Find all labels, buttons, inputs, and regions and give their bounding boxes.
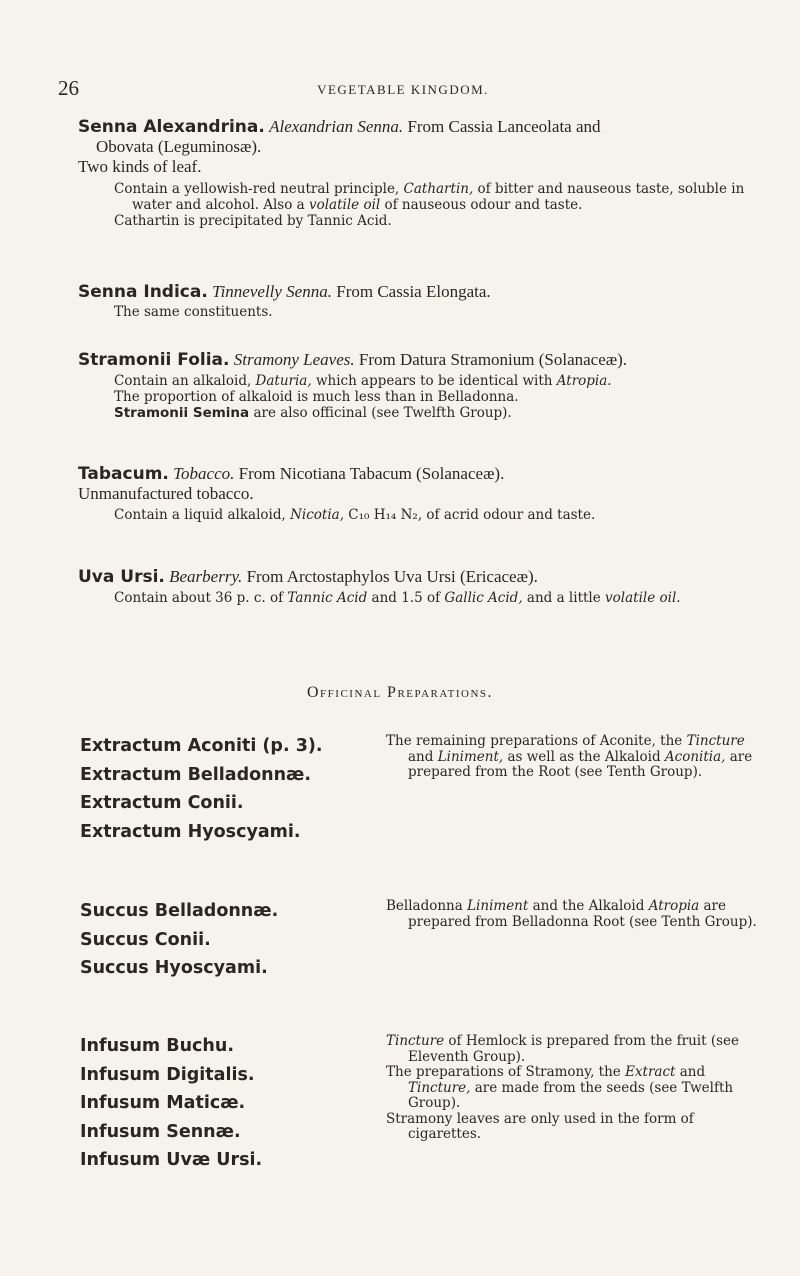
preparation-name: Extractum Conii. [80,793,244,813]
page-header [58,76,748,100]
constituents-paragraph: Contain a yellowish-red neutral principle, Cathartin, of bitter and nauseous taste, soluble in water and alcohol. Also a volatile oil of nauseous odour and taste. [114,181,745,213]
botanical-source: From Cassia Lanceolata and [407,117,601,136]
preparation-name: Extractum Belladonnæ. [80,764,312,785]
section-title: Officinal Preparations. [306,684,493,701]
group-note: Belladonna Liniment and the Alkaloid Atropia are prepared from Belladonna Root (see Tenth Group). [386,898,757,930]
common-name: Alexandrian Senna. [269,117,404,136]
preparation-name: Extractum Aconiti (p. 3). [80,736,323,756]
entry-uva-ursi [78,567,758,606]
running-title: VEGETABLE KINGDOM. [317,82,489,97]
entry-heading [78,567,758,587]
entry-stramonii-folia [78,350,758,421]
preparation-name: Succus Hyoscyami. [80,958,268,978]
entry-extra: Two kinds of leaf. [78,157,202,176]
constituents-paragraph: Contain a liquid alkaloid, Nicotia, C₁₀ H₁₄ N₂, of acrid odour and taste. [114,507,596,523]
preparation-list [80,1032,380,1175]
note-paragraph: The proportion of alkaloid is much less than in Belladonna. [114,389,519,405]
drug-name: Tabacum. [78,464,169,484]
entry-heading [78,282,758,302]
preparation-list [80,897,380,983]
botanical-source: From Cassia Elongata. [336,282,491,301]
common-name: Bearberry. [169,567,243,586]
drug-name: Senna Alexandrina. [78,117,265,137]
group-note: Tincture of Hemlock is prepared from the fruit (see Eleventh Group). The preparations of Stramony, the Extract and Tincture, are made from the seeds (see Twelfth Group). Stramony leaves are only used in the form of cigarettes. [386,1033,739,1142]
preparation-list [80,732,380,846]
entry-heading [78,350,758,370]
page-number: 26 [58,76,79,100]
preparation-group-infusum [80,1032,760,1182]
botanical-source: From Nicotiana Tabacum (Solanaceæ). [238,464,505,483]
constituents-paragraph: Contain about 36 p. c. of Tannic Acid and 1.5 of Gallic Acid, and a little volatile oil. [114,590,681,606]
entry-senna-indica [78,282,758,320]
common-name: Tinnevelly Senna. [212,282,332,301]
preparation-name: Succus Conii. [80,929,211,950]
constituents-paragraph: Contain an alkaloid, Daturia, which appears to be identical with Atropia. [114,373,612,389]
note-paragraph: Stramonii Semina are also officinal (see Twelfth Group). [114,405,512,421]
preparation-name: Infusum Buchu. [80,1036,234,1056]
entry-extra: Unmanufactured tobacco. [78,484,254,503]
botanical-source: From Datura Stramonium (Solanaceæ). [358,350,628,369]
botanical-source: From Arctostaphylos Uva Ursi (Ericaceæ). [246,567,538,586]
entry-tabacum [78,464,758,523]
preparation-group-succus [80,897,760,987]
common-name: Stramony Leaves. [233,350,355,369]
preparation-name: Infusum Digitalis. [80,1064,255,1085]
drug-name: Senna Indica. [78,282,208,302]
common-name: Tobacco. [173,464,235,483]
preparation-name: Infusum Sennæ. [80,1121,241,1142]
group-note: The remaining preparations of Aconite, the Tincture and Liniment, as well as the Alkaloid Aconitia, are prepared from the Root (see Tenth Group). [386,733,753,780]
constituents-paragraph: The same constituents. [114,304,273,320]
entry-heading [78,464,758,484]
preparation-name: Succus Belladonnæ. [80,901,279,921]
preparation-name: Extractum Hyoscyami. [80,821,301,842]
drug-name: Stramonii Folia. [78,350,230,370]
entry-senna-alexandrina [78,117,758,229]
preparation-name: Infusum Maticæ. [80,1093,246,1113]
note-paragraph: Cathartin is precipitated by Tannic Acid. [114,213,392,229]
entry-heading [78,117,758,137]
botanical-source-continued: Obovata (Leguminosæ). [96,137,262,156]
drug-name: Uva Ursi. [78,567,165,587]
preparation-name: Infusum Uvæ Ursi. [80,1150,263,1170]
preparation-group-extracts [80,732,760,852]
